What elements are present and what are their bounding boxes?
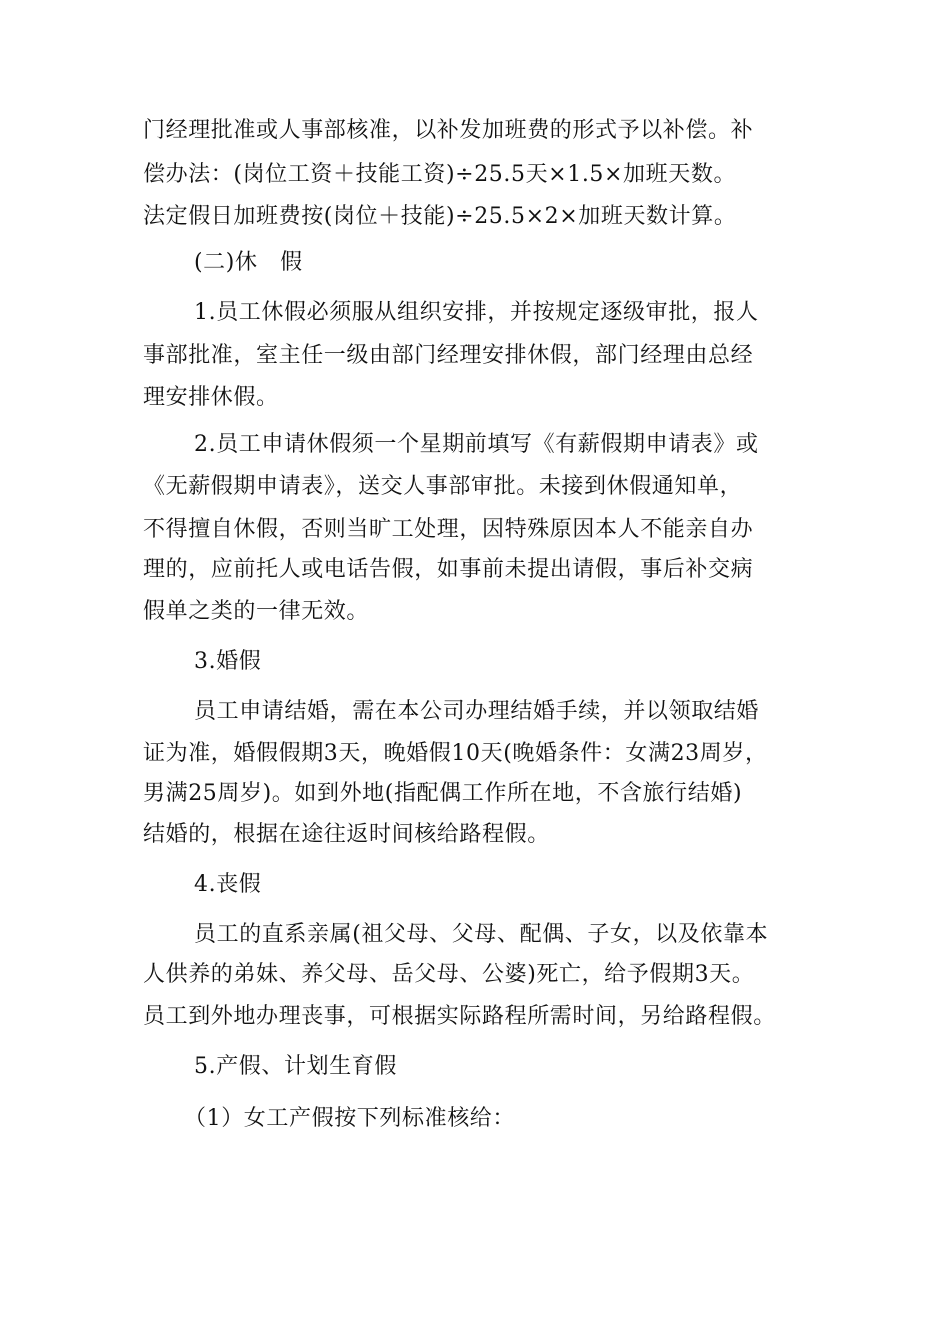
paragraph-line: 理安排休假。 [143,385,279,410]
paragraph-line: 1.员工休假必须服从组织安排，并按规定逐级审批，报人 [194,300,759,325]
paragraph-line: 2.员工申请休假须一个星期前填写《有薪假期申请表》或 [194,432,759,457]
paragraph-line: 假单之类的一律无效。 [143,599,370,624]
paragraph-line: 员工的直系亲属(祖父母、父母、配偶、子女，以及依靠本 [194,922,769,947]
paragraph-line: 事部批准，室主任一级由部门经理安排休假，部门经理由总经 [143,343,754,368]
paragraph-line: （1）女工产假按下列标准核给： [184,1106,515,1131]
section-heading: (二)休 假 [194,250,303,275]
paragraph-line: 理的，应前托人或电话告假，如事前未提出请假，事后补交病 [143,557,754,582]
paragraph-line: 证为准，婚假假期3天，晚婚假10天(晚婚条件：女满23周岁， [143,741,768,766]
paragraph-line: 法定假日加班费按(岗位＋技能)÷25.5×2×加班天数计算。 [143,204,737,229]
paragraph-line: 门经理批准或人事部核准，以补发加班费的形式予以补偿。补 [143,118,754,143]
paragraph-line: 男满25周岁)。如到外地(指配偶工作所在地，不含旅行结婚) [143,781,743,806]
subsection-heading: 3.婚假 [194,649,262,674]
paragraph-line: 人供养的弟妹、养父母、岳父母、公婆)死亡，给予假期3天。 [143,962,755,987]
paragraph-line: 员工到外地办理丧事，可根据实际路程所需时间，另给路程假。 [143,1004,776,1029]
subsection-heading: 5.产假、计划生育假 [194,1054,397,1079]
paragraph-line: 结婚的，根据在途往返时间核给路程假。 [143,822,550,847]
paragraph-line: 《无薪假期申请表》，送交人事部审批。未接到休假通知单， [143,474,743,499]
subsection-heading: 4.丧假 [194,872,262,897]
paragraph-line: 偿办法：(岗位工资＋技能工资)÷25.5天×1.5×加班天数。 [143,162,737,187]
paragraph-line: 不得擅自休假，否则当旷工处理，因特殊原因本人不能亲自办 [143,517,754,542]
paragraph-line: 员工申请结婚，需在本公司办理结婚手续，并以领取结婚 [194,699,760,724]
